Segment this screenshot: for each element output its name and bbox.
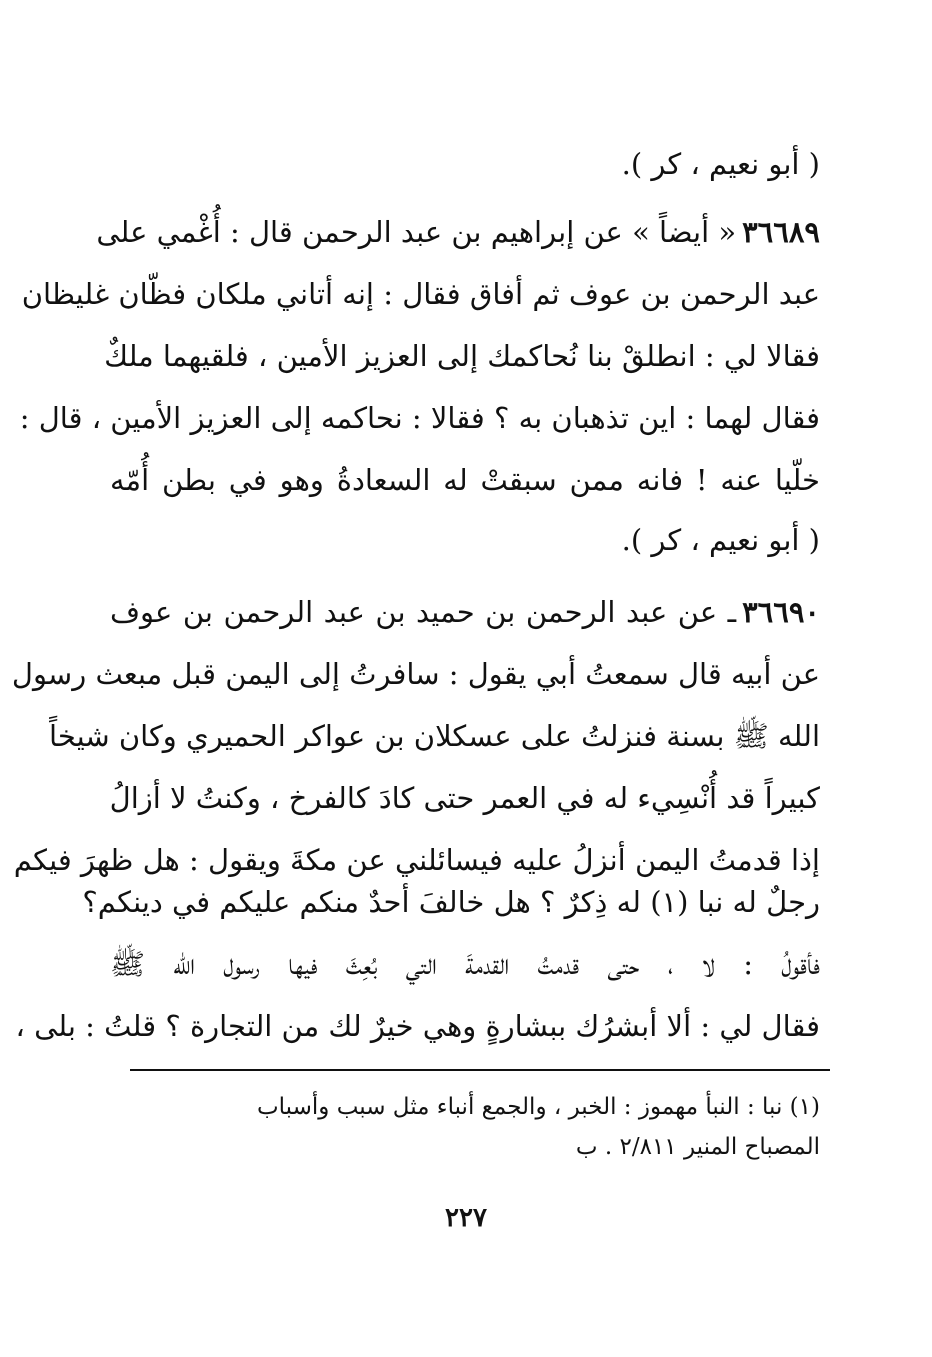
- hadith-36689-line-5: خلّيا عنه ! فانه ممن سبقتْ له السعادةُ وهو في بطن أُمّه: [110, 463, 820, 497]
- footnote-line-2: المصباح المنير ٢/٨١١ . ب: [575, 1134, 820, 1160]
- hadith-36689-line-2: عبد الرحمن بن عوف ثم أفاق فقال : إنه أتاني ملكان فظّان غليظان: [21, 277, 820, 311]
- page-number: ٢٢٧: [445, 1203, 487, 1233]
- hadith-36690-line-8: فقال لي : ألا أبشرُك ببشارةٍ وهي خيرٌ لك من التجارة ؟ قلتُ : بلى ،: [15, 1009, 820, 1043]
- hadith-36689-line-4: فقال لهما : اين تذهبان به ؟ فقالا : نحاكمه إلى العزيز الأمين ، قال :: [19, 401, 820, 435]
- hadith-36689-line-3: فقالا لي : انطلقْ بنا نُحاكمك إلى العزيز الأمين ، فلقيهما ملكٌ: [104, 339, 820, 373]
- hadith-number: ٣٦٦٩٠: [742, 595, 820, 629]
- hadith-36689-citation: ( أبو نعيم ، كر ).: [621, 523, 820, 557]
- citation-line: ( أبو نعيم ، كر ).: [621, 147, 820, 181]
- footnote-separator: [130, 1069, 830, 1071]
- hadith-36690-line-7: فأقولُ : لا ، حتى قدمتُ القدمةَ التي بُعِثَ فيها رسول الله ﷺ: [110, 947, 820, 981]
- hadith-36690-line-1: ٣٦٦٩٠ـ عن عبد الرحمن بن حميد بن عبد الرحمن بن عوف: [110, 595, 820, 629]
- hadith-36690-line-5: إذا قدمتُ اليمن أنزلُ عليه فيسائلني عن مكةَ ويقول : هل ظهرَ فيكم: [13, 843, 820, 877]
- hadith-36690-line-3: الله ﷺ بسنة فنزلتُ على عسكلان بن عواكر الحميري وكان شيخاً: [49, 719, 820, 753]
- hadith-number: ٣٦٦٨٩: [742, 215, 820, 249]
- hadith-36690-line-6: رجلٌ له نبا (١) له ذِكرٌ ؟ هل خالفَ أحدٌ منكم عليكم في دينكم؟: [82, 885, 820, 919]
- hadith-36690-line-2: عن أبيه قال سمعتُ أبي يقول : سافرتُ إلى اليمن قبل مبعث رسول: [11, 657, 820, 691]
- hadith-36689-line-1: ٣٦٦٨٩« أيضاً » عن إبراهيم بن عبد الرحمن قال : أُغْمي على: [96, 215, 820, 249]
- footnote-line-1: (١) نبا : النبأ مهموز : الخبر ، والجمع أنباء مثل سبب وأسباب: [257, 1094, 820, 1120]
- hadith-36690-line-4: كبيراً قد أُنْسِيء له في العمر حتى كادَ كالفرخ ، وكنتُ لا أزالُ: [109, 781, 820, 815]
